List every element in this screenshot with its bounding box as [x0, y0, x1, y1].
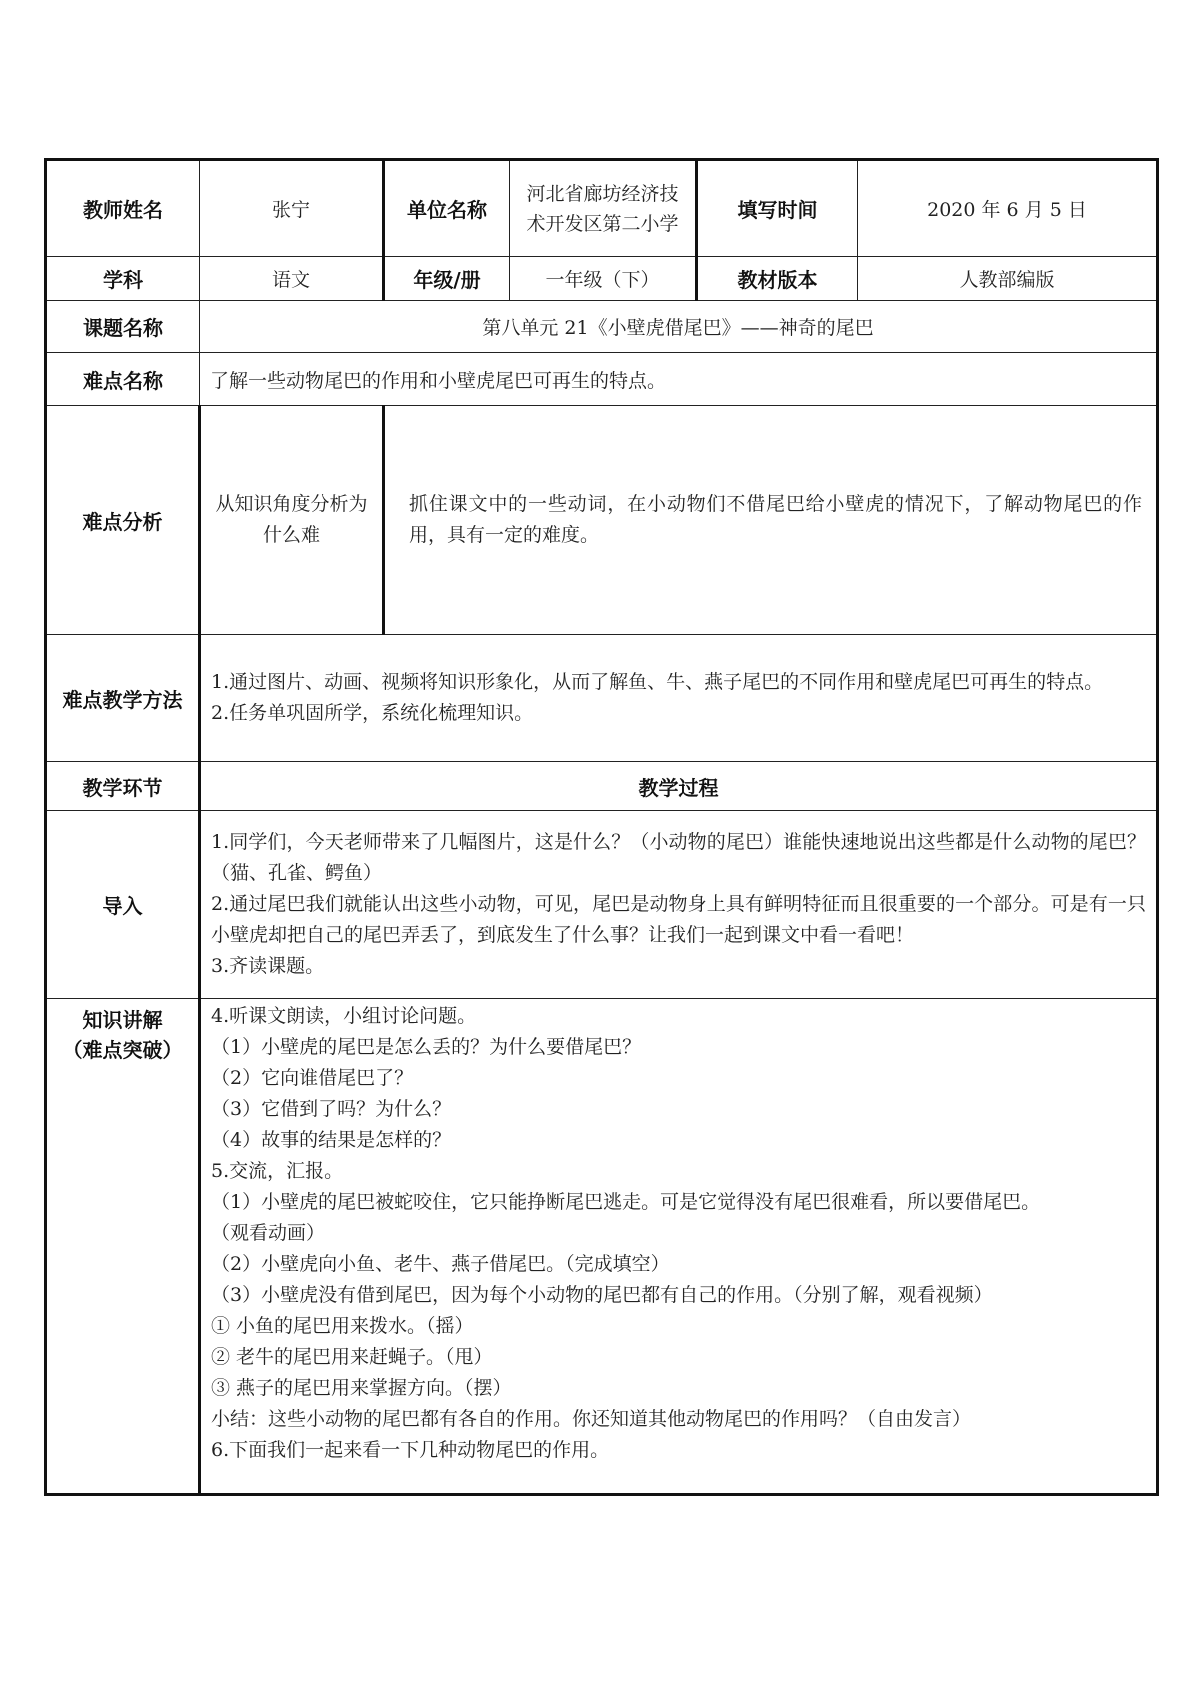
difficulty-value: 了解一些动物尾巴的作用和小壁虎尾巴可再生的特点。: [200, 353, 1158, 406]
method-line: 1.通过图片、动画、视频将知识形象化，从而了解鱼、牛、燕子尾巴的不同作用和壁虎尾巴可再生的特点。: [211, 671, 1104, 693]
subject-value: 语文: [200, 257, 384, 301]
knowledge-line: （3）小壁虎没有借到尾巴，因为每个小动物的尾巴都有自己的作用。（分别了解，观看视频）: [211, 1284, 993, 1306]
stage-header: 教学环节: [46, 762, 200, 811]
difficulty-label: 难点名称: [46, 353, 200, 406]
intro-line: 3.齐读课题。: [211, 955, 325, 977]
intro-content: [200, 811, 1158, 999]
knowledge-line: （观看动画）: [211, 1222, 326, 1244]
header-row-2: [46, 257, 1158, 301]
topic-label: 课题名称: [46, 301, 200, 353]
knowledge-line: ① 小鱼的尾巴用来拨水。（摇）: [211, 1315, 474, 1337]
unit-value: 河北省廊坊经济技术开发区第二小学: [510, 160, 697, 257]
knowledge-content: [200, 999, 1158, 1495]
teacher-label: 教师姓名: [46, 160, 200, 257]
knowledge-line: （2）小壁虎向小鱼、老牛、燕子借尾巴。（完成填空）: [211, 1253, 670, 1275]
knowledge-line: 小结：这些小动物的尾巴都有各自的作用。你还知道其他动物尾巴的作用吗？（自由发言）: [211, 1408, 972, 1430]
edition-label: 教材版本: [697, 257, 858, 301]
subject-label: 学科: [46, 257, 200, 301]
teacher-value: 张宁: [200, 160, 384, 257]
knowledge-line: （1）小壁虎的尾巴被蛇咬住，它只能挣断尾巴逃走。可是它觉得没有尾巴很难看，所以要借尾巴。: [211, 1191, 1041, 1213]
intro-row: [46, 811, 1158, 999]
lesson-plan-table: [44, 158, 1159, 1496]
knowledge-line: 6.下面我们一起来看一下几种动物尾巴的作用。: [211, 1439, 610, 1461]
knowledge-line: 5.交流，汇报。: [211, 1160, 344, 1182]
analysis-label: 难点分析: [46, 406, 200, 635]
process-header: 教学过程: [200, 762, 1158, 811]
intro-label: 导入: [46, 811, 200, 999]
intro-line: 2.通过尾巴我们就能认出这些小动物，可见，尾巴是动物身上具有鲜明特征而且很重要的一个部分。可是有一只小壁虎却把自己的尾巴弄丢了，到底发生了什么事？让我们一起到课文中看一看吧！: [211, 893, 1146, 946]
method-row: [46, 635, 1158, 762]
edition-value: 人教部编版: [858, 257, 1158, 301]
difficulty-row: [46, 353, 1158, 406]
knowledge-line: 4.听课文朗读，小组讨论问题。: [211, 1005, 477, 1027]
analysis-text: 抓住课文中的一些动词，在小动物们不借尾巴给小壁虎的情况下，了解动物尾巴的作用，具有一定的难度。: [384, 406, 1158, 635]
date-label: 填写时间: [697, 160, 858, 257]
unit-label: 单位名称: [384, 160, 510, 257]
analysis-sub-label: 从知识角度分析为什么难: [200, 406, 384, 635]
knowledge-line: （3）它借到了吗？为什么？: [211, 1098, 452, 1120]
knowledge-label: 知识讲解: [82, 1008, 163, 1032]
grade-value: 一年级（下）: [510, 257, 697, 301]
knowledge-line: ③ 燕子的尾巴用来掌握方向。（摆）: [211, 1377, 512, 1399]
header-row-1: [46, 160, 1158, 257]
topic-value: 第八单元 21《小壁虎借尾巴》——神奇的尾巴: [200, 301, 1158, 353]
knowledge-line: （1）小壁虎的尾巴是怎么丢的？为什么要借尾巴？: [211, 1036, 642, 1058]
topic-row: [46, 301, 1158, 353]
process-header-row: [46, 762, 1158, 811]
analysis-row: [46, 406, 1158, 635]
knowledge-line: （4）故事的结果是怎样的？: [211, 1129, 452, 1151]
knowledge-label-sub: （难点突破）: [62, 1038, 183, 1062]
method-label: 难点教学方法: [46, 635, 200, 762]
method-content: [200, 635, 1158, 762]
intro-line: 1.同学们，今天老师带来了几幅图片，这是什么？（小动物的尾巴）谁能快速地说出这些都是什么动物的尾巴？（猫、孔雀、鳄鱼）: [211, 831, 1146, 884]
knowledge-line: （2）它向谁借尾巴了？: [211, 1067, 414, 1089]
knowledge-row: [46, 999, 1158, 1495]
grade-label: 年级/册: [384, 257, 510, 301]
knowledge-label-cell: [46, 999, 200, 1495]
date-value: 2020 年 6 月 5 日: [858, 160, 1158, 257]
knowledge-line: ② 老牛的尾巴用来赶蝇子。（甩）: [211, 1346, 493, 1368]
method-line: 2.任务单巩固所学，系统化梳理知识。: [211, 702, 534, 724]
